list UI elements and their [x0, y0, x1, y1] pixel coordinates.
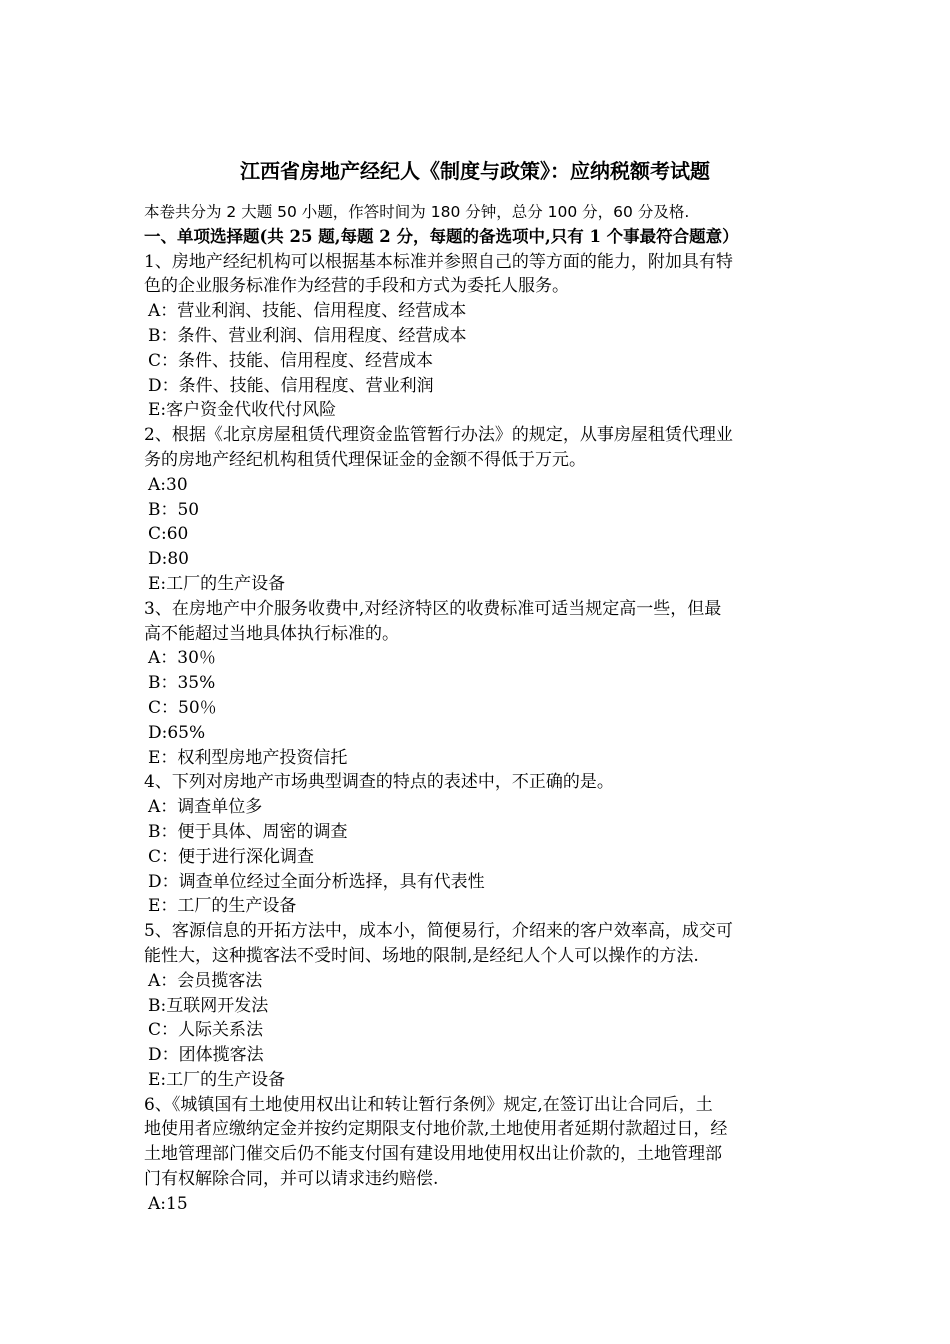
question-stem-line: 地使用者应缴纳定金并按约定期限支付地价款,土地使用者延期付款超过日，经 — [144, 1119, 728, 1140]
option-d: D:80 — [148, 549, 189, 570]
question-stem-line: 2、根据《北京房屋租赁代理资金监管暂行办法》的规定，从事房屋租赁代理业 — [144, 425, 733, 446]
option-e: E:工厂的生产设备 — [148, 573, 286, 594]
question-5 — [144, 919, 808, 1093]
option-c: C：50％ — [148, 697, 217, 718]
question-1 — [144, 250, 808, 424]
option-d: D：调查单位经过全面分析选择，具有代表性 — [148, 871, 485, 892]
question-6 — [144, 1093, 808, 1217]
question-stem-line: 5、客源信息的开拓方法中，成本小，简便易行，介绍来的客户效率高，成交可 — [144, 921, 733, 942]
question-stem-line: 4、下列对房地产市场典型调查的特点的表述中，不正确的是。 — [144, 772, 614, 793]
option-d: D:65% — [148, 722, 206, 743]
question-stem-line: 门有权解除合同，并可以请求违约赔偿. — [144, 1169, 439, 1190]
option-e: E：权利型房地产投资信托 — [148, 747, 348, 768]
option-d: D：条件、技能、信用程度、营业利润 — [148, 375, 434, 396]
question-stem-line: 色的企业服务标准作为经营的手段和方式为委托人服务。 — [144, 276, 569, 297]
option-a: A:15 — [148, 1193, 188, 1214]
document-body — [144, 200, 808, 1217]
question-2 — [144, 423, 808, 597]
question-stem-line: 能性大，这种揽客法不受时间、场地的限制,是经纪人个人可以操作的方法. — [144, 945, 699, 966]
section-heading: 一、单项选择题(共 25 题,每题 2 分，每题的备选项中,只有 1 个事最符合题意） — [144, 226, 739, 246]
option-a: A：营业利润、技能、信用程度、经营成本 — [148, 301, 467, 322]
question-stem-line: 1、房地产经纪机构可以根据基本标准并参照自己的等方面的能力，附加具有特 — [144, 251, 733, 272]
option-e: E:工厂的生产设备 — [148, 1069, 286, 1090]
exam-intro: 本卷共分为 2 大题 50 小题，作答时间为 180 分钟，总分 100 分，60 分及格. — [144, 203, 690, 221]
option-c: C：人际关系法 — [148, 1020, 264, 1041]
question-stem-line: 3、在房地产中介服务收费中,对经济特区的收费标准可适当规定高一些，但最 — [144, 598, 722, 619]
option-c: C：条件、技能、信用程度、经营成本 — [148, 350, 434, 371]
option-e: E:客户资金代收代付风险 — [148, 400, 337, 421]
question-stem-line: 6、《城镇国有土地使用权出让和转让暂行条例》规定,在签订出让合同后，土 — [144, 1094, 713, 1115]
option-b: B：35% — [148, 673, 216, 694]
question-4 — [144, 770, 808, 919]
question-stem-line: 务的房地产经纪机构租赁代理保证金的金额不得低于万元。 — [144, 449, 586, 470]
option-b: B：便于具体、周密的调查 — [148, 821, 348, 842]
option-b: B：条件、营业利润、信用程度、经营成本 — [148, 325, 467, 346]
option-a: A：30％ — [148, 648, 216, 669]
option-a: A：调查单位多 — [148, 797, 263, 818]
option-c: C:60 — [148, 524, 189, 545]
document-title: 江西省房地产经纪人《制度与政策》：应纳税额考试题 — [240, 159, 710, 183]
option-b: B:互联网开发法 — [148, 995, 269, 1016]
option-b: B：50 — [148, 499, 200, 520]
option-a: A:30 — [148, 474, 188, 495]
option-d: D：团体揽客法 — [148, 1045, 264, 1066]
question-stem-line: 高不能超过当地具体执行标准的。 — [144, 623, 399, 644]
question-stem-line: 土地管理部门催交后仍不能支付国有建设用地使用权出让价款的，土地管理部 — [144, 1144, 722, 1165]
option-c: C：便于进行深化调查 — [148, 846, 315, 867]
question-3 — [144, 597, 808, 771]
option-a: A：会员揽客法 — [148, 970, 263, 991]
option-e: E：工厂的生产设备 — [148, 896, 297, 917]
